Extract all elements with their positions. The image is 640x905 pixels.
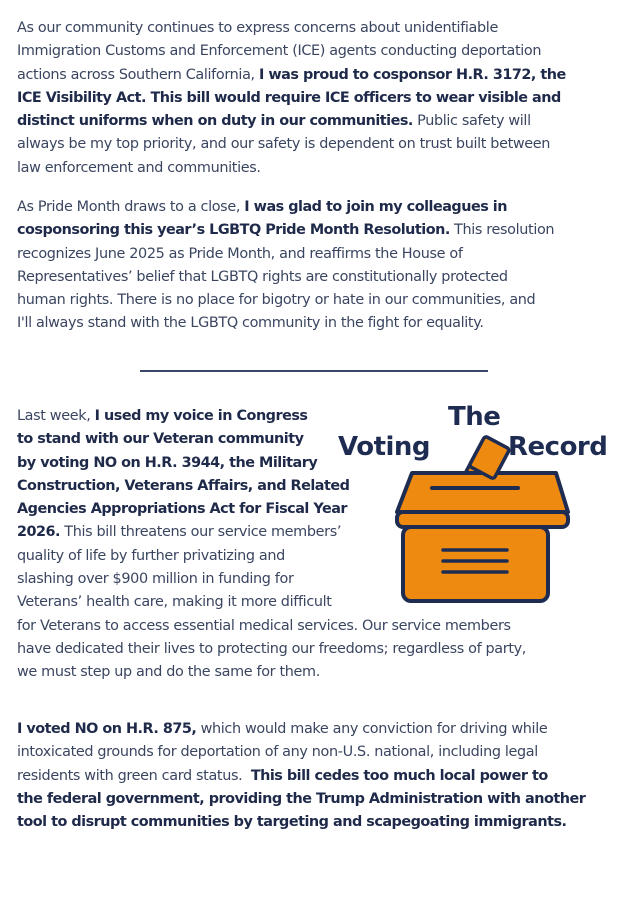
text-line (17, 219, 554, 242)
text-line: for Veterans to access essential medical services. Our service members (17, 617, 511, 634)
text-line: Representatives’ belief that LGBTQ rights are constitutionally protected (17, 268, 508, 285)
text-line: law enforcement and communities. (17, 159, 261, 176)
text-line: I'll always stand with the LGBTQ community in the fight for equality. (17, 315, 484, 332)
bold-text: by voting NO on H.R. 3944, the Military (17, 454, 318, 471)
bold-text: Construction, Veterans Affairs, and Related (17, 477, 350, 494)
text-line (17, 64, 566, 87)
text-span: Public safety will (412, 113, 531, 130)
bold-text: Agencies Appropriations Act for Fiscal Year (17, 501, 348, 518)
bold-text: ICE Visibility Act. This bill would require ICE officers to wear visible and (17, 89, 561, 106)
bold-text: I voted NO on H.R. 875, (17, 721, 197, 737)
text-line (17, 718, 585, 741)
text-span: As Pride Month draws to a close, (17, 199, 245, 215)
text-line (17, 110, 566, 133)
section-divider (140, 370, 488, 372)
bold-text: cosponsoring this year’s LGBTQ Pride Month Resolution. (17, 222, 450, 239)
text-line: Immigration Customs and Enforcement (ICE) agents conducting deportation (17, 43, 542, 60)
text-line (17, 87, 566, 110)
bold-text: to stand with our Veteran community (17, 431, 304, 448)
paragraph-pride-month (17, 196, 554, 336)
text-line: Veterans’ health care, making it more difficult (17, 594, 332, 611)
bold-text: This bill cedes too much local power to (250, 767, 548, 784)
text-line (17, 765, 585, 788)
text-span: Last week, (17, 408, 95, 424)
paragraph-ice-visibility-act (17, 17, 566, 180)
bold-text: I used my voice in Congress (94, 408, 308, 424)
text-span: This bill threatens our service members’ (60, 524, 342, 541)
bold-text: I was glad to join my colleagues in (244, 199, 507, 215)
bold-text: distinct uniforms when on duty in our communities. (17, 113, 413, 130)
bold-text: 2026. (17, 524, 61, 541)
text-line: have dedicated their lives to protecting our freedoms; regardless of party, (17, 640, 527, 657)
bold-text: I was proud to cosponsor H.R. 3172, the (259, 66, 566, 83)
text-line (17, 811, 585, 834)
text-span: This resolution (449, 222, 555, 239)
text-span: actions across Southern California, (17, 66, 259, 83)
bold-text: tool to disrupt communities by targeting and scapegoating immigrants. (17, 814, 567, 831)
text-span: which would make any conviction for driving while (196, 721, 548, 737)
text-line: we must step up and do the same for them. (17, 664, 320, 681)
paragraph-hr875-vote (17, 718, 585, 834)
text-line: intoxicated grounds for deportation of any non-U.S. national, including legal (17, 744, 538, 761)
text-line: slashing over $900 million in funding for (17, 571, 294, 588)
text-span: residents with green card status. (17, 767, 251, 784)
text-line (17, 196, 554, 219)
text-line: always be my top priority, and our safety is dependent on trust built between (17, 136, 551, 153)
logo-title-record: Record (508, 432, 608, 462)
text-line: quality of life by further privatizing and (17, 547, 285, 564)
text-line (17, 788, 585, 811)
bold-text: the federal government, providing the Trump Administration with another (17, 790, 586, 807)
text-line: recognizes June 2025 as Pride Month, and reaffirms the House of (17, 245, 463, 262)
text-line: As our community continues to express concerns about unidentifiable (17, 20, 498, 36)
voting-record-logo (330, 400, 640, 610)
logo-title-the: The (448, 402, 501, 432)
text-line: human rights. There is no place for bigotry or hate in our communities, and (17, 292, 536, 309)
logo-title-voting: Voting (338, 432, 431, 462)
